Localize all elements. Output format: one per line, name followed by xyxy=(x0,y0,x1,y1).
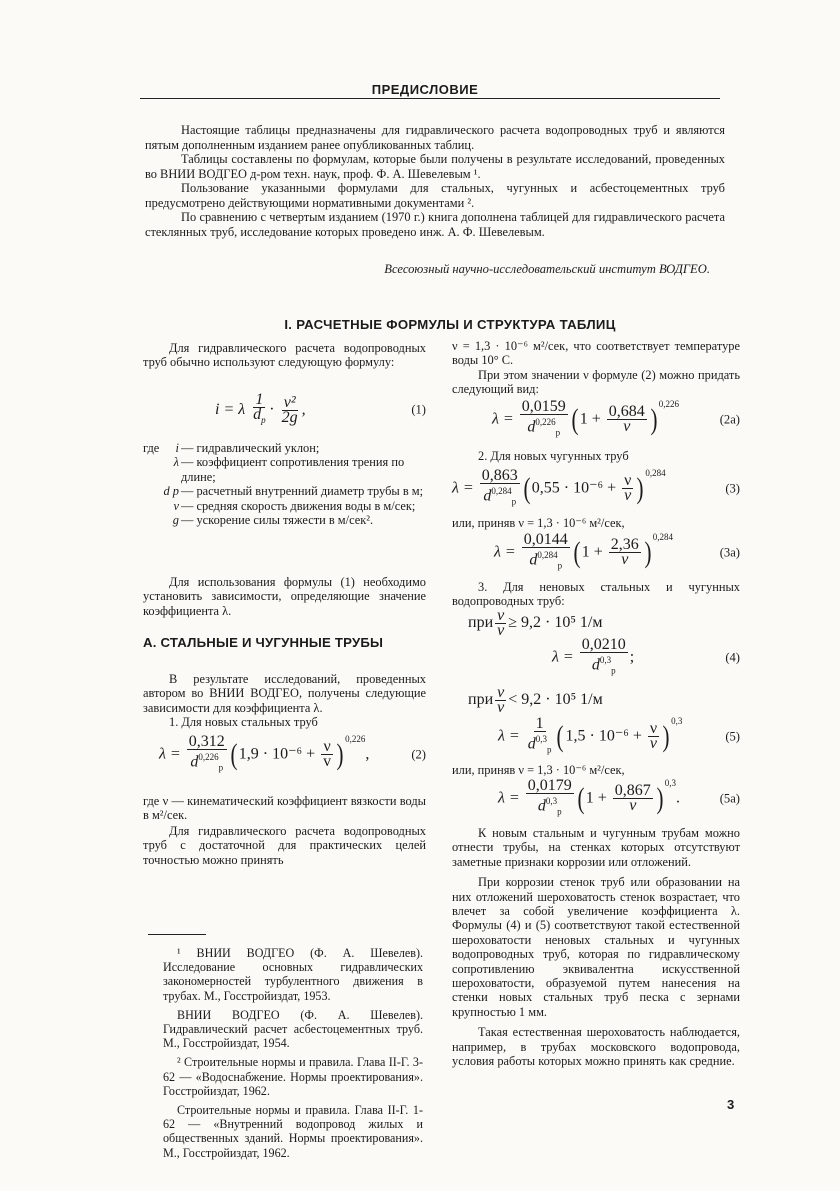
eq2-number: (2) xyxy=(411,747,426,762)
def-symbol: λ xyxy=(173,455,179,470)
preface-paragraph: По сравнению с четвертым изданием (1970 г.) книга дополнена таблицей для гидравлического расчета стеклянных труб, исследование которых проведено инж. А. Ф. Шевелевым. xyxy=(145,210,725,239)
right-paragraphs xyxy=(452,826,740,1069)
footnote: ² Строительные нормы и правила. Глава II-Г. 3-62 — «Водоснабжение. Нормы проектирования». Госстройиздат, 1962. xyxy=(163,1055,423,1098)
footnotes xyxy=(163,946,423,1165)
eq1-num1: 1 xyxy=(255,390,264,408)
or-block-1 xyxy=(452,516,740,530)
eq1-den2: 2g xyxy=(281,408,298,426)
cond2-frac xyxy=(495,683,506,716)
nu-cont-paragraph: ν = 1,3 · 10⁻⁶ м²/сек, что соответствует температуре воды 10° С. xyxy=(452,339,740,368)
item-2-block xyxy=(452,449,740,463)
cond1-fnum: v xyxy=(497,606,505,624)
eq2a-frac xyxy=(520,400,568,440)
eq2a-body: λ = $\frac{0,0159}{d^{0,226}_р}$ (1 + $\frac{0,684}{v}$ ) $^{0,226}$ xyxy=(492,398,680,438)
equation-3 xyxy=(452,469,740,509)
def-symbol: g xyxy=(172,513,179,528)
eq3-num: 0,863 xyxy=(481,467,518,485)
definition-row xyxy=(143,455,426,484)
eq5-exp: 0,3 xyxy=(671,716,683,727)
eq1-tail: , xyxy=(301,400,306,418)
paragraph-new-pipes: К новым стальным и чугунным трубам можно отнести трубы, на стенках которых отсутствуют заметные признаки коррозии или отложений. xyxy=(452,826,740,869)
eq5a-inner-frac xyxy=(613,784,653,813)
cond1-pre: при xyxy=(468,614,494,631)
intro-paragraph: Для гидравлического расчета водопроводных труб обычно используют следующую формулу: xyxy=(143,341,426,370)
eq3-den: d xyxy=(483,487,492,505)
eq5-frac xyxy=(526,717,554,757)
equation-1 xyxy=(143,390,426,430)
header-rule xyxy=(140,98,720,99)
eq5a-tail: . xyxy=(676,789,681,807)
eq5-fnum: ν xyxy=(649,720,658,738)
eq2a-exp: 0,226 xyxy=(658,399,680,410)
eq5a-frac xyxy=(526,779,574,819)
eq2-den: d xyxy=(190,753,199,771)
or-paragraph: или, приняв ν = 1,3 · 10⁻⁶ м²/сек, xyxy=(452,763,625,777)
eq2a-num: 0,0159 xyxy=(521,398,566,416)
eq3-den-sub: р xyxy=(511,496,517,507)
eq5-den-sub: р xyxy=(546,744,552,755)
eq3-fden: v xyxy=(624,487,632,505)
eq5-den: d xyxy=(527,735,536,753)
item-1: 1. Для новых стальных труб xyxy=(169,715,318,730)
eq3a-inner: 1 + xyxy=(581,543,603,561)
def-symbol: i xyxy=(175,441,179,455)
eq4-body xyxy=(552,638,634,678)
cond2-fden: ν xyxy=(497,698,505,716)
right-intro xyxy=(452,339,740,397)
practical-block xyxy=(143,824,426,867)
eq2-body: λ = $\frac{0,312}{d^{0,226}_р}$ (1,9 · 10⁻⁶ + $\frac{\nu}{v}$ ) $^{0,226}$, xyxy=(159,733,370,773)
equation-5a xyxy=(452,779,740,819)
eq2-inner: 1,9 · 10⁻⁶ + xyxy=(238,745,316,763)
eq1-frac2 xyxy=(280,393,300,426)
eq2-frac xyxy=(187,735,227,775)
eq5a-body: λ = $\frac{0,0179}{d^{0,3}_р}$ (1 + $\frac{0,867}{v}$ ) $^{0,3}$. xyxy=(498,777,681,817)
eq5-inner: 1,5 · 10⁻⁶ + xyxy=(565,727,642,745)
definition-row xyxy=(143,441,426,455)
eq5-lhs: λ = xyxy=(498,727,520,745)
eq3-body: λ = $\frac{0,863}{d^{0,284}_р}$ (0,55 · 10⁻⁶ + $\frac{\nu}{v}$ ) $^{0,284}$ xyxy=(452,467,666,507)
eq3a-exp: 0,284 xyxy=(652,532,674,543)
equation-4 xyxy=(452,638,740,678)
def-text: — расчетный внутренний диаметр трубы в м; xyxy=(181,484,424,499)
eq4-den-sup: 0,3 xyxy=(599,655,612,666)
eq2-lhs: λ = xyxy=(159,745,181,763)
eq1-den1-sub: р xyxy=(261,415,266,426)
eq3a-fden: v xyxy=(621,551,629,569)
section-title: I. РАСЧЕТНЫЕ ФОРМУЛЫ И СТРУКТУРА ТАБЛИЦ xyxy=(284,317,616,332)
eq5-num: 1 xyxy=(535,715,544,733)
item-2: 2. Для новых чугунных труб xyxy=(478,449,629,463)
footnote-rule xyxy=(148,934,206,935)
definitions-list xyxy=(143,441,426,527)
eq4-frac xyxy=(580,638,628,678)
item-3: 3. Для неновых стальных и чугунных водопроводных труб: xyxy=(452,580,740,609)
eq2-den-sup: 0,226 xyxy=(198,752,219,763)
eq2a-inner-frac xyxy=(607,405,647,434)
eq5-inner-frac xyxy=(648,722,659,751)
eq3a-den: d xyxy=(529,551,538,569)
preface-paragraph: Таблицы составлены по формулам, которые были получены в результате исследований, проведенных во ВНИИ ВОДГЕО д-ром техн. наук, проф. Ф. А. Шевелевым ¹. xyxy=(145,152,725,181)
eq5a-num: 0,0179 xyxy=(527,777,572,795)
def-text: — гидравлический уклон; xyxy=(181,441,320,455)
cond1-fden: ν xyxy=(497,621,505,639)
eq5a-fnum: 0,867 xyxy=(614,782,651,800)
definition-row xyxy=(143,484,426,498)
eq2-fden: v xyxy=(323,753,332,771)
eq3a-lhs: λ = xyxy=(494,543,516,561)
eq2-tail: , xyxy=(365,745,370,763)
eq5a-lhs: λ = xyxy=(498,789,520,807)
eq3a-inner-frac xyxy=(609,538,641,567)
eq2a-inner: 1 + xyxy=(579,410,601,428)
eq5a-den-sub: р xyxy=(557,806,562,817)
equation-5 xyxy=(452,717,740,757)
eq3a-den-sub: р xyxy=(557,560,563,571)
eq1-body: i = λ $\frac{1}{d_р}$ · $\frac{\text{v²}}{2g}$ , xyxy=(215,390,306,426)
eq3-frac xyxy=(480,469,520,509)
eq2-fnum: ν xyxy=(323,738,331,756)
sectionA-intro-paragraph: В результате исследований, проведенных автором во ВНИИ ВОДГЕО, получены следующие зависимости для коэффициента λ. xyxy=(143,672,426,715)
eq4-den-sub: р xyxy=(611,665,616,676)
eq3-lhs: λ = xyxy=(452,479,474,497)
usage-block xyxy=(143,575,426,618)
sectionA-intro xyxy=(143,672,426,730)
preface-paragraph: Пользование указанными формулами для стальных, чугунных и асбестоцементных труб предусмотрено действующими нормативными документами ². xyxy=(145,181,725,210)
eq1-number: (1) xyxy=(411,402,426,417)
item-3-block xyxy=(452,580,740,609)
or-paragraph: или, приняв ν = 1,3 · 10⁻⁶ м²/сек, xyxy=(452,516,625,530)
eq1-lhs: i = λ xyxy=(215,400,246,418)
cond2-fnum: v xyxy=(497,683,505,701)
nu-def-paragraph: где ν — кинематический коэффициент вязкости воды в м²/сек. xyxy=(143,794,426,823)
def-text: — коэффициент сопротивления трения по длине; xyxy=(181,455,405,484)
usage-paragraph: Для использования формулы (1) необходимо установить зависимости, определяющие значение коэффициента λ. xyxy=(143,575,426,618)
eq5-number: (5) xyxy=(725,729,740,744)
def-symbol: v xyxy=(173,498,179,513)
eq5-den-sup: 0,3 xyxy=(535,734,547,745)
eq1-den1: d xyxy=(253,405,262,423)
paragraph-corrosion: При коррозии стенок труб или образовании на них отложений шероховатость стенок возрастает, что влечет за собой увеличение коэффициента λ. Формулы (4) и (5) соответствуют такой естественной шероховатости неновых стальных и чугунных водопроводных труб, которая по гидравлическому сопротивлению эквивалентна искусственной шероховатости, образуемой путем нанесения на стенки новых стальных труб песка с зернами крупностью 1 мм. xyxy=(452,875,740,1019)
equation-3a xyxy=(452,533,740,573)
page-number: 3 xyxy=(727,1097,735,1112)
def-text: — ускорение силы тяжести в м/сек². xyxy=(181,513,374,528)
equation-2a xyxy=(452,400,740,440)
eq3-number: (3) xyxy=(725,481,740,496)
practical-paragraph: Для гидравлического расчета водопроводных труб с достаточной для практических целей точностью можно принять xyxy=(143,824,426,867)
eq5a-number: (5а) xyxy=(719,791,740,806)
nu-then-paragraph: При этом значении ν формуле (2) можно придать следующий вид: xyxy=(452,367,740,397)
eq5a-fden: v xyxy=(629,797,637,815)
eq2a-den-sub: р xyxy=(555,427,561,438)
eq4-lhs: λ = xyxy=(552,648,574,666)
def-symbol: d р xyxy=(163,484,179,499)
cond1-frac xyxy=(495,606,506,639)
eq3-exp: 0,284 xyxy=(645,468,666,479)
eq3a-num: 0,0144 xyxy=(523,531,568,549)
preface-block xyxy=(145,123,725,239)
eq2a-fden: v xyxy=(623,418,631,436)
eq2-den-sub: р xyxy=(218,762,224,773)
eq3a-den-sup: 0,284 xyxy=(537,550,558,561)
eq3-inner-frac xyxy=(622,474,633,503)
eq4-num: 0,0210 xyxy=(581,636,626,654)
eq5a-den: d xyxy=(537,797,546,815)
eq3a-frac xyxy=(522,533,570,573)
cond2-pre: при xyxy=(468,691,494,708)
def-text: — средняя скорость движения воды в м/сек; xyxy=(181,498,416,513)
condition-1 xyxy=(468,606,738,640)
eq3-den-sup: 0,284 xyxy=(491,486,512,497)
eq2a-lhs: λ = xyxy=(492,410,514,428)
eq2a-number: (2а) xyxy=(719,412,740,427)
eq5a-exp: 0,3 xyxy=(664,778,677,789)
eq2-exp: 0,226 xyxy=(345,734,366,745)
eq1-num2: v² xyxy=(283,393,296,411)
nu-definition xyxy=(143,794,426,823)
footnote: Строительные нормы и правила. Глава II-Г. 1-62 — «Внутренний водопровод жилых и общественных зданий. Нормы проектирования». М., Госстройиздат, 1962. xyxy=(163,1103,423,1160)
section-intro xyxy=(143,341,426,370)
eq5a-inner: 1 + xyxy=(585,789,607,807)
eq2a-den-sup: 0,226 xyxy=(535,417,556,428)
paragraph-natural-roughness: Такая естественная шероховатость наблюдается, например, в трубах московского водопровода, условия работы которых можно принять как средние. xyxy=(452,1025,740,1069)
footnote: ¹ ВНИИ ВОДГЕО (Ф. А. Шевелев). Исследование основных гидравлических закономерностей турбулентного движения в трубах. М., Госстройиздат, 1953. xyxy=(163,946,423,1003)
eq4-number: (4) xyxy=(725,650,740,665)
subsection-title: А. СТАЛЬНЫЕ И ЧУГУННЫЕ ТРУБЫ xyxy=(143,635,384,650)
eq2-num: 0,312 xyxy=(188,733,225,751)
eq3a-number: (3а) xyxy=(719,545,740,560)
footnote: ВНИИ ВОДГЕО (Ф. А. Шевелев). Гидравлический расчет асбестоцементных труб. М., Госстройиздат, 1954. xyxy=(163,1007,423,1051)
equation-2 xyxy=(143,735,426,775)
cond1-post: ≥ 9,2 · 10⁵ 1/м xyxy=(508,614,603,631)
eq5-body: λ = $\frac{1}{d^{0,3}_р}$ (1,5 · 10⁻⁶ + $\frac{\nu}{v}$ ) $^{0,3}$ xyxy=(498,715,683,755)
eq5-fden: v xyxy=(649,735,658,753)
preface-signature: Всесоюзный научно-исследовательский институт ВОДГЕО. xyxy=(384,262,710,276)
eq4-den: d xyxy=(591,656,600,674)
preface-paragraph: Настоящие таблицы предназначены для гидравлического расчета водопроводных труб и являются пятым дополненным изданием ранее опубликованных таблиц. xyxy=(145,123,725,152)
eq4-tail: ; xyxy=(629,648,635,666)
eq2a-den: d xyxy=(527,418,536,436)
where-label: где xyxy=(143,441,160,455)
eq2a-fnum: 0,684 xyxy=(608,403,645,421)
definition-row xyxy=(143,513,426,527)
eq5a-den-sup: 0,3 xyxy=(545,796,558,807)
condition-2 xyxy=(468,683,738,717)
eq3-inner: 0,55 · 10⁻⁶ + xyxy=(531,479,617,497)
definition-row xyxy=(143,499,426,513)
eq2-inner-frac xyxy=(321,740,333,769)
or-block-2 xyxy=(452,763,740,777)
eq3a-fnum: 2,36 xyxy=(610,536,639,554)
eq3-fnum: ν xyxy=(624,472,632,490)
page-header-title: ПРЕДИСЛОВИЕ xyxy=(371,82,479,97)
cond2-post: < 9,2 · 10⁵ 1/м xyxy=(508,691,603,708)
eq3a-body: λ = $\frac{0,0144}{d^{0,284}_р}$ (1 + $\frac{2,36}{v}$ ) $^{0,284}$ xyxy=(494,531,674,571)
eq1-frac1 xyxy=(251,390,268,427)
